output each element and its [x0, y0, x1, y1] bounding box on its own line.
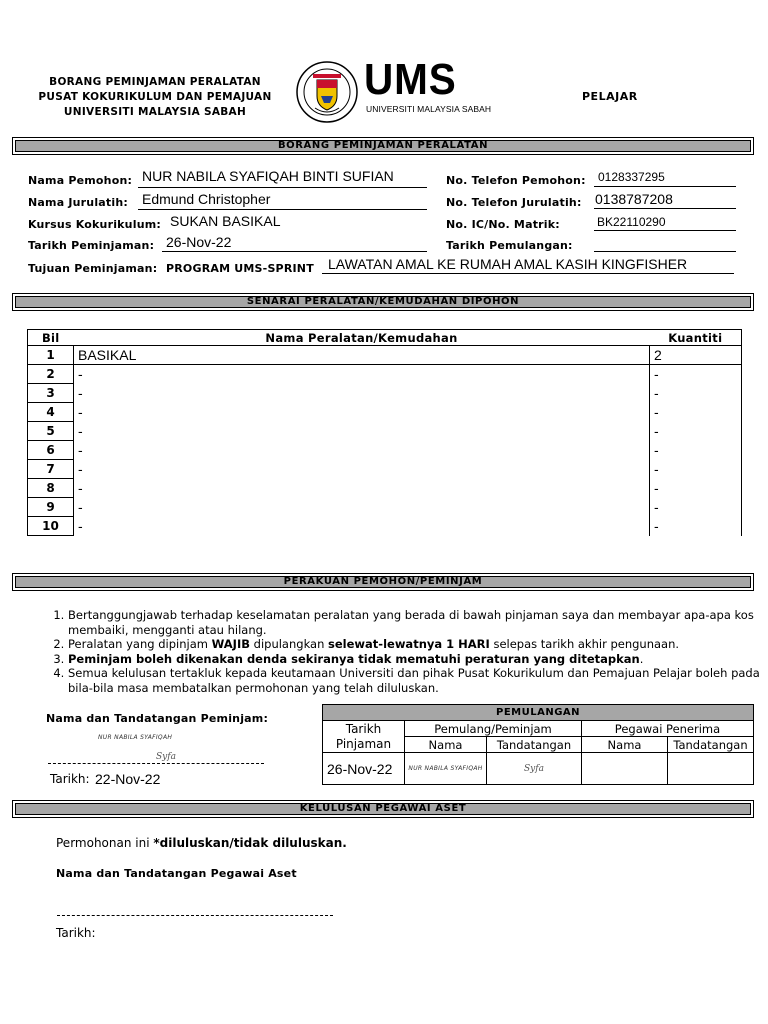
underline-tarikh-pemulangan — [594, 251, 736, 252]
equipment-qty-cell[interactable]: - — [650, 479, 742, 498]
term-item — [68, 652, 768, 667]
underline-tel-pemohon — [594, 186, 736, 187]
term-text: Peralatan yang dipinjam — [68, 637, 212, 651]
term-text: Bertanggungjawab terhadap keselamatan peralatan yang berada di bawah pinjaman saya dan membayar apa-apa kos membaiki, mengganti atau hilang. — [68, 608, 754, 637]
value-nama-jurulatih[interactable]: Edmund Christopher — [142, 191, 271, 207]
term-text: selepas tarikh akhir pengunaan. — [489, 637, 680, 651]
table-row — [28, 403, 742, 422]
section-bar-approval: KELULUSAN PEGAWAI ASET — [12, 800, 754, 818]
borrower-date-label: Tarikh: — [50, 772, 90, 786]
equipment-bil-cell: 8 — [28, 479, 74, 498]
term-text: dipulangkan — [250, 637, 329, 651]
equipment-item-cell[interactable]: - — [74, 460, 650, 479]
equipment-qty-cell[interactable]: - — [650, 422, 742, 441]
value-tujuan[interactable]: LAWATAN AMAL KE RUMAH AMAL KASIH KINGFISHER — [328, 256, 688, 272]
table-row — [28, 346, 742, 365]
return-row-officer-signature[interactable] — [668, 753, 754, 785]
underline-tujuan — [322, 273, 734, 274]
equipment-bil-cell: 3 — [28, 384, 74, 403]
table-row — [28, 422, 742, 441]
return-row-officer-name[interactable] — [582, 753, 668, 785]
approval-text-prefix: Permohonan ini — [56, 836, 154, 850]
equipment-bil-cell: 10 — [28, 517, 74, 536]
header-line-2: PUSAT KOKURIKULUM DAN PEMAJUAN — [38, 91, 272, 103]
term-text: Semua kelulusan tertakluk kepada keutamaan Universiti dan pihak Pusat Kokurikulum dan Pemajuan Pelajar boleh pada bila-bila masa membatalkan permohonan yang telah diluluskan. — [68, 666, 760, 695]
approval-sign-label: Nama dan Tandatangan Pegawai Aset — [56, 867, 297, 880]
return-row-name[interactable]: NUR NABILA SYAFIQAH — [405, 753, 487, 785]
return-col-tarikh: Tarikh Pinjaman — [323, 721, 405, 753]
borrower-signature: Syfa — [156, 752, 176, 762]
return-row-date[interactable]: 26-Nov-22 — [323, 753, 405, 785]
equipment-item-cell[interactable]: - — [74, 498, 650, 517]
borrower-name: NUR NABILA SYAFIQAH — [98, 734, 173, 741]
equipment-qty-cell[interactable]: - — [650, 517, 742, 536]
label-tarikh-pemulangan: Tarikh Pemulangan: — [446, 239, 573, 252]
ums-logo-subtext: UNIVERSITI MALAYSIA SABAH — [366, 104, 492, 114]
equipment-item-cell[interactable]: - — [74, 479, 650, 498]
table-row — [28, 498, 742, 517]
equipment-qty-cell[interactable]: - — [650, 403, 742, 422]
label-tarikh-peminjaman: Tarikh Peminjaman: — [28, 239, 155, 252]
term-item — [68, 637, 768, 652]
equipment-bil-cell: 5 — [28, 422, 74, 441]
value-tarikh-peminjaman[interactable]: 26-Nov-22 — [166, 234, 232, 250]
underline-nama-jurulatih — [138, 209, 427, 210]
value-tel-pemohon[interactable]: 0128337295 — [598, 170, 665, 184]
category-label: PELAJAR — [582, 90, 638, 103]
equipment-item-cell[interactable]: - — [74, 422, 650, 441]
table-row — [28, 441, 742, 460]
label-tujuan: Tujuan Peminjaman: — [28, 262, 158, 275]
borrower-date[interactable]: 22-Nov-22 — [95, 771, 161, 787]
tujuan-prefix: PROGRAM UMS-SPRINT — [166, 262, 314, 275]
return-row-signature[interactable]: Syfa — [487, 753, 582, 785]
label-borrower-sign: Nama dan Tandatangan Peminjam: — [46, 712, 269, 725]
return-col-pemulang: Pemulang/Peminjam — [405, 721, 582, 737]
equipment-item-cell[interactable]: - — [74, 403, 650, 422]
value-kursus[interactable]: SUKAN BASIKAL — [170, 213, 281, 229]
ums-crest-icon — [295, 60, 359, 124]
label-tel-pemohon: No. Telefon Pemohon: — [446, 174, 586, 187]
term-text: . — [639, 651, 644, 666]
return-sub-nama: Nama — [405, 737, 487, 753]
equipment-bil-cell: 4 — [28, 403, 74, 422]
equipment-table — [27, 329, 742, 536]
return-sub-tandatangan-pegawai: Tandatangan — [668, 737, 754, 753]
equipment-item-cell[interactable]: - — [74, 441, 650, 460]
header-bil: Bil — [28, 330, 74, 346]
term-bold: selewat-lewatnya 1 HARI — [328, 637, 490, 651]
approval-text — [56, 836, 347, 850]
equipment-qty-cell[interactable]: - — [650, 365, 742, 384]
section-bar-equipment: SENARAI PERALATAN/KEMUDAHAN DIPOHON — [12, 293, 754, 311]
section-bar-form: BORANG PEMINJAMAN PERALATAN — [12, 137, 754, 155]
form-header-title — [20, 75, 290, 120]
equipment-qty-cell[interactable]: - — [650, 441, 742, 460]
approval-text-bold: *diluluskan/tidak diluluskan. — [153, 836, 347, 850]
underline-nama-pemohon — [138, 187, 427, 188]
underline-tel-jurulatih — [594, 208, 736, 209]
table-row — [28, 365, 742, 384]
equipment-bil-cell: 1 — [28, 346, 74, 365]
label-tel-jurulatih: No. Telefon Jurulatih: — [446, 196, 582, 209]
equipment-item-cell[interactable]: - — [74, 365, 650, 384]
value-nama-pemohon[interactable]: NUR NABILA SYAFIQAH BINTI SUFIAN — [142, 168, 394, 184]
header-kuantiti: Kuantiti — [650, 330, 742, 346]
equipment-item-cell[interactable]: - — [74, 517, 650, 536]
label-nama-jurulatih: Nama Jurulatih: — [28, 196, 128, 209]
value-ic-matrik[interactable]: BK22110290 — [597, 215, 666, 229]
equipment-item-cell[interactable]: BASIKAL — [74, 346, 650, 365]
term-item — [68, 666, 768, 695]
table-row — [28, 460, 742, 479]
equipment-qty-cell[interactable]: - — [650, 460, 742, 479]
equipment-bil-cell: 2 — [28, 365, 74, 384]
header-line-3: UNIVERSITI MALAYSIA SABAH — [63, 106, 247, 118]
header-line-1: BORANG PEMINJAMAN PERALATAN — [49, 76, 261, 88]
ums-logo-text: UMS — [364, 55, 457, 104]
header-nama-peralatan: Nama Peralatan/Kemudahan — [74, 330, 650, 346]
equipment-qty-cell[interactable]: - — [650, 384, 742, 403]
term-bold: WAJIB — [211, 637, 250, 651]
table-row — [28, 384, 742, 403]
label-kursus: Kursus Kokurikulum: — [28, 218, 161, 231]
term-item — [68, 608, 768, 637]
approval-date-label: Tarikh: — [56, 926, 96, 940]
table-row — [28, 479, 742, 498]
equipment-bil-cell: 7 — [28, 460, 74, 479]
value-tel-jurulatih[interactable]: 0138787208 — [595, 191, 673, 207]
return-table-title: PEMULANGAN — [323, 705, 754, 721]
return-sub-tandatangan: Tandatangan — [487, 737, 582, 753]
equipment-qty-cell[interactable]: 2 — [650, 346, 742, 365]
equipment-qty-cell[interactable]: - — [650, 498, 742, 517]
return-sub-nama-pegawai: Nama — [582, 737, 668, 753]
equipment-bil-cell: 9 — [28, 498, 74, 517]
underline-ic-matrik — [594, 230, 736, 231]
label-nama-pemohon: Nama Pemohon: — [28, 174, 133, 187]
return-col-pegawai: Pegawai Penerima — [582, 721, 754, 737]
equipment-bil-cell: 6 — [28, 441, 74, 460]
section-bar-declaration: PERAKUAN PEMOHON/PEMINJAM — [12, 573, 754, 591]
borrower-sign-line — [48, 763, 264, 764]
approval-sign-line — [57, 915, 333, 916]
term-bold: Peminjam boleh dikenakan denda sekiranya tidak mematuhi peraturan yang ditetapkan — [68, 651, 640, 666]
equipment-table-header — [28, 330, 742, 346]
table-row — [28, 517, 742, 536]
underline-tarikh-peminjaman — [162, 251, 427, 252]
return-table — [322, 704, 754, 785]
terms-list — [32, 608, 768, 695]
equipment-item-cell[interactable]: - — [74, 384, 650, 403]
label-ic-matrik: No. IC/No. Matrik: — [446, 218, 560, 231]
